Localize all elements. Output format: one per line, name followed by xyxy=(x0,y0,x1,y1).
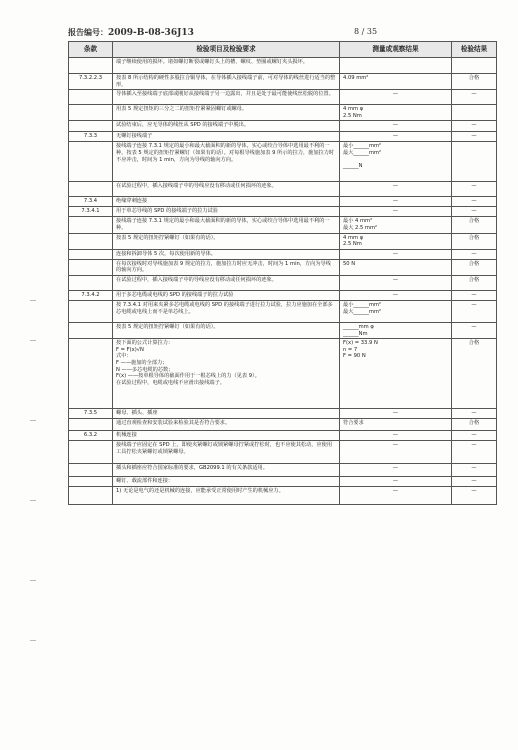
measurement-cell xyxy=(340,477,452,487)
measurement-line: 2.5 Nm xyxy=(343,241,362,248)
measurement-line: — xyxy=(392,291,399,298)
item-cell xyxy=(113,419,340,431)
measurement-line: — xyxy=(392,198,399,205)
item-cell xyxy=(113,464,340,477)
measurement-line: — xyxy=(392,276,399,283)
clause-cell xyxy=(69,121,113,132)
result-cell: 合格 xyxy=(452,74,497,90)
item-line: 螺母、插头、插座 xyxy=(116,410,158,417)
measurement-cell xyxy=(340,121,452,132)
clause-cell xyxy=(69,419,113,431)
clause-cell: 7.3.3 xyxy=(69,132,113,142)
measurement-line: — xyxy=(392,133,399,140)
item-cell xyxy=(113,142,340,182)
measurement-cell xyxy=(340,339,452,409)
item-cell xyxy=(113,249,340,259)
clause-cell xyxy=(69,322,113,338)
result-cell: — xyxy=(452,409,497,419)
measurement-line: — xyxy=(392,488,399,495)
item-cell xyxy=(113,300,340,322)
table-row xyxy=(69,207,497,217)
result-cell: — xyxy=(452,290,497,300)
measurement-line: 最大______mm² xyxy=(343,308,382,315)
table-row xyxy=(69,477,497,487)
measurement-cell xyxy=(340,132,452,142)
item-cell xyxy=(113,197,340,207)
item-cell xyxy=(113,90,340,105)
result-cell: — xyxy=(452,441,497,464)
item-line: 在试验过程中，插入接线端子中的导线应没有移动或任何损坏的迹象。 xyxy=(116,183,277,190)
item-line: 式中： xyxy=(116,353,132,360)
item-line: 用于单芯导线的 SPD 的接线端子的拉力试验 xyxy=(116,208,218,215)
table-row xyxy=(69,322,497,338)
clause-cell xyxy=(69,58,113,74)
result-cell: 合格 xyxy=(452,339,497,409)
measurement-cell xyxy=(340,233,452,249)
clause-cell xyxy=(69,487,113,505)
measurement-line: F = 90 N xyxy=(343,353,366,360)
measurement-line: ______N xyxy=(343,163,363,170)
clause-cell xyxy=(69,275,113,290)
item-line: 连接和拆卸导体 5 次，每次使用新的导体。 xyxy=(116,250,216,257)
table-row xyxy=(69,419,497,431)
item-cell xyxy=(113,105,340,121)
measurement-cell xyxy=(340,259,452,275)
result-cell xyxy=(452,58,497,74)
inspection-table xyxy=(68,41,497,505)
item-line: 按 7.3.4.1 对用来夹紧多芯电缆或电线的 SPD 的接线端子进行拉力试验，拉力应施加在全部多芯电缆或电线上而不是单芯线上。 xyxy=(116,301,333,315)
result-cell: — xyxy=(452,300,497,322)
item-line: N ——多芯电缆的芯数； xyxy=(116,366,174,373)
table-row xyxy=(69,339,497,409)
measurement-line: n = 7 xyxy=(343,346,358,353)
measurement-cell xyxy=(340,409,452,419)
item-line: 接线端子连接 7.3.1 规定的最小和最大截面积的新的导体，实心或绞合导体中选用最不利的一种。 xyxy=(116,218,330,231)
measurement-line: — xyxy=(392,183,399,190)
result-cell: — xyxy=(452,322,497,338)
measurement-line: — xyxy=(392,442,399,449)
header-clause: 条款 xyxy=(69,42,113,58)
clause-cell xyxy=(69,233,113,249)
measurement-cell xyxy=(340,290,452,300)
item-cell xyxy=(113,487,340,505)
item-line: 按表 5 规定的扭矩拧紧螺钉（如果有的话）。 xyxy=(116,323,219,330)
clause-cell xyxy=(69,339,113,409)
clause-cell: 7.3.4.1 xyxy=(69,207,113,217)
item-cell xyxy=(113,441,340,464)
measurement-cell xyxy=(340,217,452,233)
table-body xyxy=(69,58,497,505)
item-line: F ——施加的全部力； xyxy=(116,359,168,366)
result-cell: — xyxy=(452,207,497,217)
measurement-cell xyxy=(340,182,452,197)
result-cell: — xyxy=(452,477,497,487)
table-row xyxy=(69,409,497,419)
table-row xyxy=(69,142,497,182)
clause-cell xyxy=(69,300,113,322)
measurement-line: ______mm φ xyxy=(343,323,374,330)
result-cell xyxy=(452,105,497,121)
item-cell xyxy=(113,132,340,142)
measurement-cell xyxy=(340,300,452,322)
result-cell: 合格 xyxy=(452,419,497,431)
table-row xyxy=(69,121,497,132)
measurement-line: 最小______mm² xyxy=(343,301,382,308)
measurement-line: F(x) = 33.9 N xyxy=(343,340,378,347)
measurement-cell xyxy=(340,197,452,207)
item-cell xyxy=(113,217,340,233)
header-item: 检验项目及检验要求 xyxy=(113,42,340,58)
result-cell: 合格 xyxy=(452,217,497,233)
item-line: 试验结束后，应无导体的线丝从 SPD 的接线端子中脱出。 xyxy=(116,122,250,129)
measurement-line: 最小 4 mm² xyxy=(343,218,373,225)
item-cell xyxy=(113,409,340,419)
header-measurement: 测量或观察结果 xyxy=(340,42,452,58)
table-row xyxy=(69,290,497,300)
table-row xyxy=(69,431,497,441)
measurement-cell xyxy=(340,275,452,290)
measurement-line: — xyxy=(392,410,399,417)
table-row xyxy=(69,58,497,74)
clause-cell xyxy=(69,259,113,275)
item-line: 接线端子应固定在 SPD 上，即使夹紧螺钉或锁紧螺母拧紧或拧松时，也不应使其松动，应使用工具拧松夹紧螺钉或锁紧螺母。 xyxy=(116,442,333,455)
measurement-cell xyxy=(340,105,452,121)
clause-cell xyxy=(69,464,113,477)
measurement-line: 4 mm φ xyxy=(343,234,364,241)
measurement-cell xyxy=(340,431,452,441)
item-line: 机械连接 xyxy=(116,432,137,439)
table-row xyxy=(69,441,497,464)
result-cell: — xyxy=(452,90,497,105)
item-line: F(x) ——按单根导体的截面作用于一根芯线上的力（见表 9）。 xyxy=(116,373,260,380)
table-row xyxy=(69,233,497,249)
item-line: 螺钉、载流部件和连接： xyxy=(116,478,174,485)
item-cell xyxy=(113,339,340,409)
clause-cell xyxy=(69,217,113,233)
measurement-line: 4 mm φ xyxy=(343,106,364,113)
result-cell: — xyxy=(452,249,497,259)
clause-cell: 7.3.4 xyxy=(69,197,113,207)
item-line: 用表 5 规定扭矩的三分之二的扭矩拧紧紧固螺钉或螺母。 xyxy=(116,106,248,113)
clause-cell xyxy=(69,441,113,464)
measurement-line: — xyxy=(392,250,399,257)
page-number: 8 / 35 xyxy=(354,27,378,36)
measurement-cell xyxy=(340,74,452,90)
table-row xyxy=(69,249,497,259)
item-line: 接线端子连接 7.3.1 规定的最小和最大截面积的新的导体，实心或绞合导体中选用最不利的一种。按表 5 规定的扭矩拧紧螺钉（如果有的话）。对每根导线施加表 9 所示的拉力，施加拉力时不应冲击，时间为 1 min，方向为导线的轴向方向。 xyxy=(116,143,335,163)
table-row xyxy=(69,90,497,105)
item-cell xyxy=(113,322,340,338)
table-row xyxy=(69,132,497,142)
result-cell: — xyxy=(452,121,497,132)
measurement-cell xyxy=(340,249,452,259)
item-cell xyxy=(113,182,340,197)
clause-cell: 7.3.5 xyxy=(69,409,113,419)
result-cell: — xyxy=(452,487,497,505)
measurement-line: — xyxy=(392,208,399,215)
item-line: 在试验过程中，电缆或电线不应滑出接线端子。 xyxy=(116,379,225,386)
item-line: 通过直观检查和安装试验来检验其是否符合要求。 xyxy=(116,420,231,427)
measurement-line: — xyxy=(392,478,399,485)
result-cell: — xyxy=(452,464,497,477)
result-cell: 合格 xyxy=(452,259,497,275)
result-cell: — xyxy=(452,431,497,441)
item-cell xyxy=(113,431,340,441)
measurement-line: 4.09 mm² xyxy=(343,75,369,81)
clause-cell xyxy=(69,249,113,259)
clause-cell: 7.3.4.2 xyxy=(69,290,113,300)
table-row xyxy=(69,300,497,322)
measurement-line xyxy=(343,59,448,66)
item-line: 绝缘穿刺连接 xyxy=(116,198,148,205)
measurement-cell xyxy=(340,441,452,464)
measurement-line: 最大 2.5 mm² xyxy=(343,224,378,231)
measurement-line: 2.5 Nm xyxy=(343,112,362,119)
table-row xyxy=(69,217,497,233)
measurement-cell xyxy=(340,58,452,74)
measurement-cell xyxy=(340,207,452,217)
table-row xyxy=(69,464,497,477)
scan-margin-marks xyxy=(30,300,60,660)
result-cell xyxy=(452,142,497,182)
measurement-cell xyxy=(340,322,452,338)
item-line: 1) 无论是电气的还是机械的连接，应能承受正常使用时产生的机械应力。 xyxy=(116,488,284,495)
measurement-line: 最大______mm² xyxy=(343,149,382,156)
table-row xyxy=(69,275,497,290)
item-cell xyxy=(113,207,340,217)
item-line: 用于多芯电缆或电线的 SPD 的接线端子的拉力试验 xyxy=(116,291,234,298)
result-cell: 合格 xyxy=(452,233,497,249)
item-cell xyxy=(113,275,340,290)
item-line: 按表 5 规定的扭矩拧紧螺钉（如果有的话）。 xyxy=(116,234,219,241)
measurement-line: 最小______mm² xyxy=(343,143,382,150)
measurement-line: 50 N xyxy=(343,260,356,267)
item-line: 按下面的公式计算拉力： xyxy=(116,340,174,347)
result-cell: 合格 xyxy=(452,275,497,290)
item-cell xyxy=(113,259,340,275)
table-row xyxy=(69,182,497,197)
measurement-cell xyxy=(340,464,452,477)
item-cell xyxy=(113,290,340,300)
table-row xyxy=(69,105,497,121)
page-header xyxy=(68,27,494,39)
item-line: 无螺钉接线端子 xyxy=(116,133,153,140)
measurement-line: — xyxy=(392,432,399,439)
measurement-cell xyxy=(340,419,452,431)
measurement-line: — xyxy=(392,122,399,129)
measurement-line xyxy=(343,157,448,164)
item-cell xyxy=(113,233,340,249)
clause-cell xyxy=(69,142,113,182)
clause-cell xyxy=(69,105,113,121)
result-cell: — xyxy=(452,182,497,197)
result-cell: — xyxy=(452,132,497,142)
table-row xyxy=(69,259,497,275)
report-number: 报告编号：2009-B-08-36J13 xyxy=(68,27,194,38)
item-cell xyxy=(113,477,340,487)
clause-cell: 7.3.2.2.3 xyxy=(69,74,113,90)
table-header-row xyxy=(69,42,497,58)
result-cell: — xyxy=(452,197,497,207)
measurement-line: — xyxy=(392,91,399,98)
measurement-cell xyxy=(340,142,452,182)
measurement-cell xyxy=(340,90,452,105)
item-line: 按表 8 所示结构的硬性多股拉合铜导体，在导体插入接线端子前，可对导体的线丝进行适当的整形。 xyxy=(116,75,336,88)
table-row xyxy=(69,74,497,90)
item-line: 在每次接线时对导线施加表 9 规定的拉力，施加拉力时应无冲击，时间为 1 min，方向为导线的轴向方向。 xyxy=(116,260,331,274)
clause-cell: 6.3.2 xyxy=(69,431,113,441)
item-line: 在试验过程中，插入接线端子中的导线应没有移动或任何损坏的迹象。 xyxy=(116,276,277,283)
item-cell xyxy=(113,121,340,132)
item-line: 导体插入至接线端子底部或刚好从接线端子另一边露出，并且是处于最可能使线丝松脱的位置。 xyxy=(116,91,334,98)
clause-cell xyxy=(69,90,113,105)
clause-cell xyxy=(69,182,113,197)
measurement-line: — xyxy=(392,465,399,472)
measurement-line: ______Nm xyxy=(343,330,368,337)
item-cell xyxy=(113,74,340,90)
header-result: 检验结果 xyxy=(452,42,497,58)
item-line: F = F(x)√N xyxy=(116,346,144,353)
item-cell xyxy=(113,58,340,74)
table-row xyxy=(69,487,497,505)
item-line: 插头和插座应符合国家标准的要求，GB2099.1 的有关条款适用。 xyxy=(116,465,268,472)
measurement-line: 符合要求 xyxy=(343,420,364,427)
item-line: 端子继续使用的损坏。诸如螺钉断裂或螺钉头上的槽、螺纹、垫圈或螺钉夹头损坏。 xyxy=(116,59,308,65)
clause-cell xyxy=(69,477,113,487)
table-row xyxy=(69,197,497,207)
measurement-cell xyxy=(340,487,452,505)
